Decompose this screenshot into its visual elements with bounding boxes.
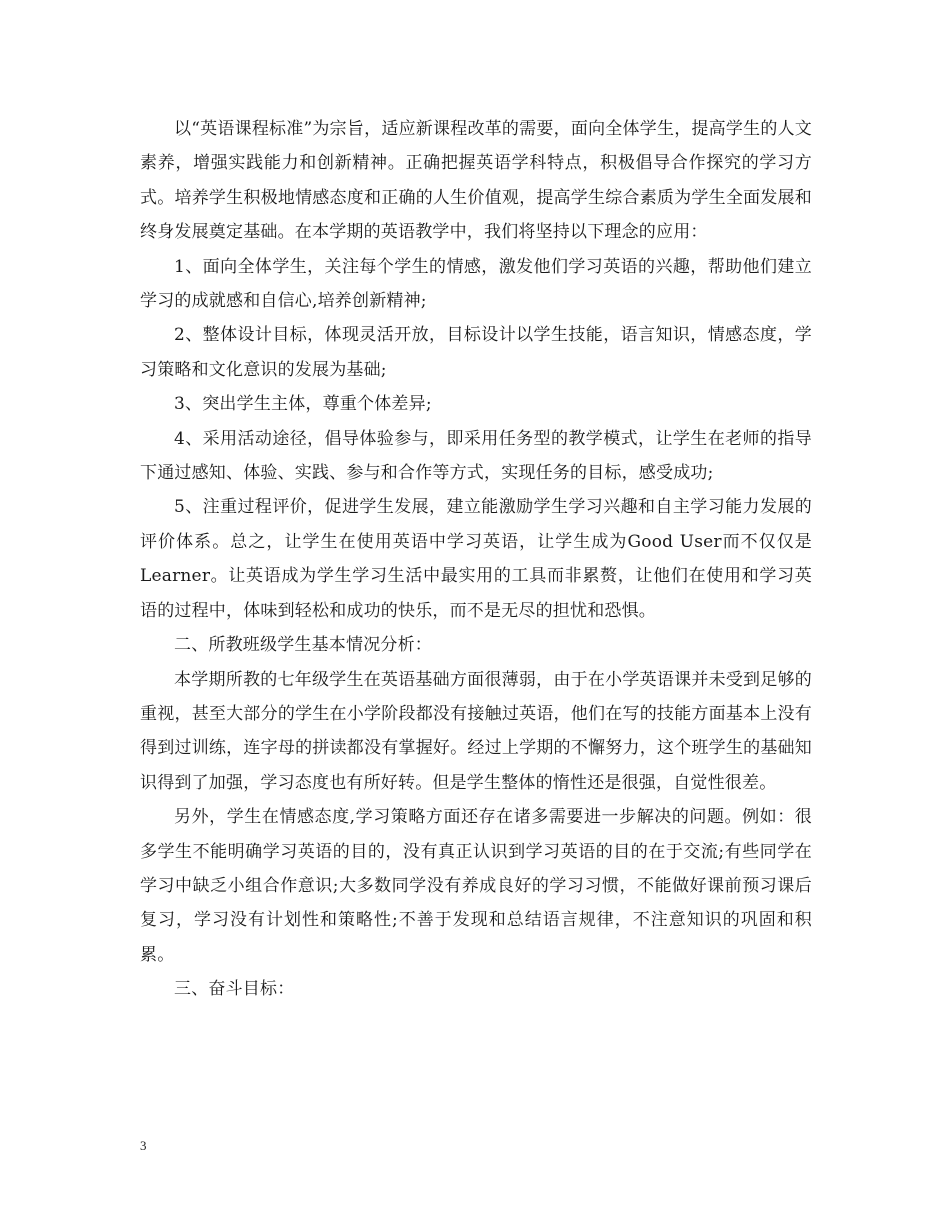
page-number: 3	[140, 1138, 147, 1153]
paragraph-item-2: 2、整体设计目标，体现灵活开放，目标设计以学生技能，语言知识，情感态度，学习策略和文化意识的发展为基础;	[140, 325, 812, 380]
section-heading-3: 三、奋斗目标：	[174, 979, 295, 1000]
paragraph-class-analysis: 本学期所教的七年级学生在英语基础方面很薄弱，由于在小学英语课并未受到足够的重视，甚至大部分的学生在小学阶段都没有接触过英语，他们在写的技能方面基本上没有得到过训练，连字母的拼读都没有掌握好。经过上学期的不懈努力，这个班学生的基础知识得到了加强，学习态度也有所好转。但是学生整体的惰性还是很强，自觉性很差。	[140, 669, 812, 793]
paragraph-additional-issues: 另外，学生在情感态度,学习策略方面还存在诸多需要进一步解决的问题。例如：很多学生不能明确学习英语的目的，没有真正认识到学习英语的目的在于交流;有些同学在学习中缺乏小组合作意识;大多数同学没有养成良好的学习习惯，不能做好课前预习课后复习，学习没有计划性和策略性;不善于发现和总结语言规律，不注意知识的巩固和积累。	[140, 807, 812, 965]
paragraph-item-3: 3、突出学生主体，尊重个体差异;	[174, 394, 432, 415]
paragraph-item-4: 4、采用活动途径，倡导体验参与，即采用任务型的教学模式，让学生在老师的指导下通过感知、体验、实践、参与和合作等方式，实现任务的目标，感受成功;	[140, 428, 812, 484]
paragraph-item-1: 1、面向全体学生，关注每个学生的情感，激发他们学习英语的兴趣，帮助他们建立学习的成就感和自信心,培养创新精神;	[140, 256, 812, 312]
section-heading-2: 二、所教班级学生基本情况分析：	[174, 635, 432, 656]
paragraph-intro: 以“英语课程标准”为宗旨，适应新课程改革的需要，面向全体学生，提高学生的人文素养，增强实践能力和创新精神。正确把握英语学科特点，积极倡导合作探究的学习方式。培养学生积极地情感态度和正确的人生价值观，提高学生综合素质为学生全面发展和终身发展奠定基础。在本学期的英语教学中，我们将坚持以下理念的应用：	[140, 119, 812, 243]
document-body	[140, 112, 812, 1007]
paragraph-item-5: 5、注重过程评价，促进学生发展，建立能激励学生学习兴趣和自主学习能力发展的评价体系。总之，让学生在使用英语中学习英语，让学生成为Good User而不仅仅是Learner。让英语成为学生学习生活中最实用的工具而非累赘，让他们在使用和学习英语的过程中，体味到轻松和成功的快乐，而不是无尽的担忧和恐惧。	[140, 497, 812, 621]
